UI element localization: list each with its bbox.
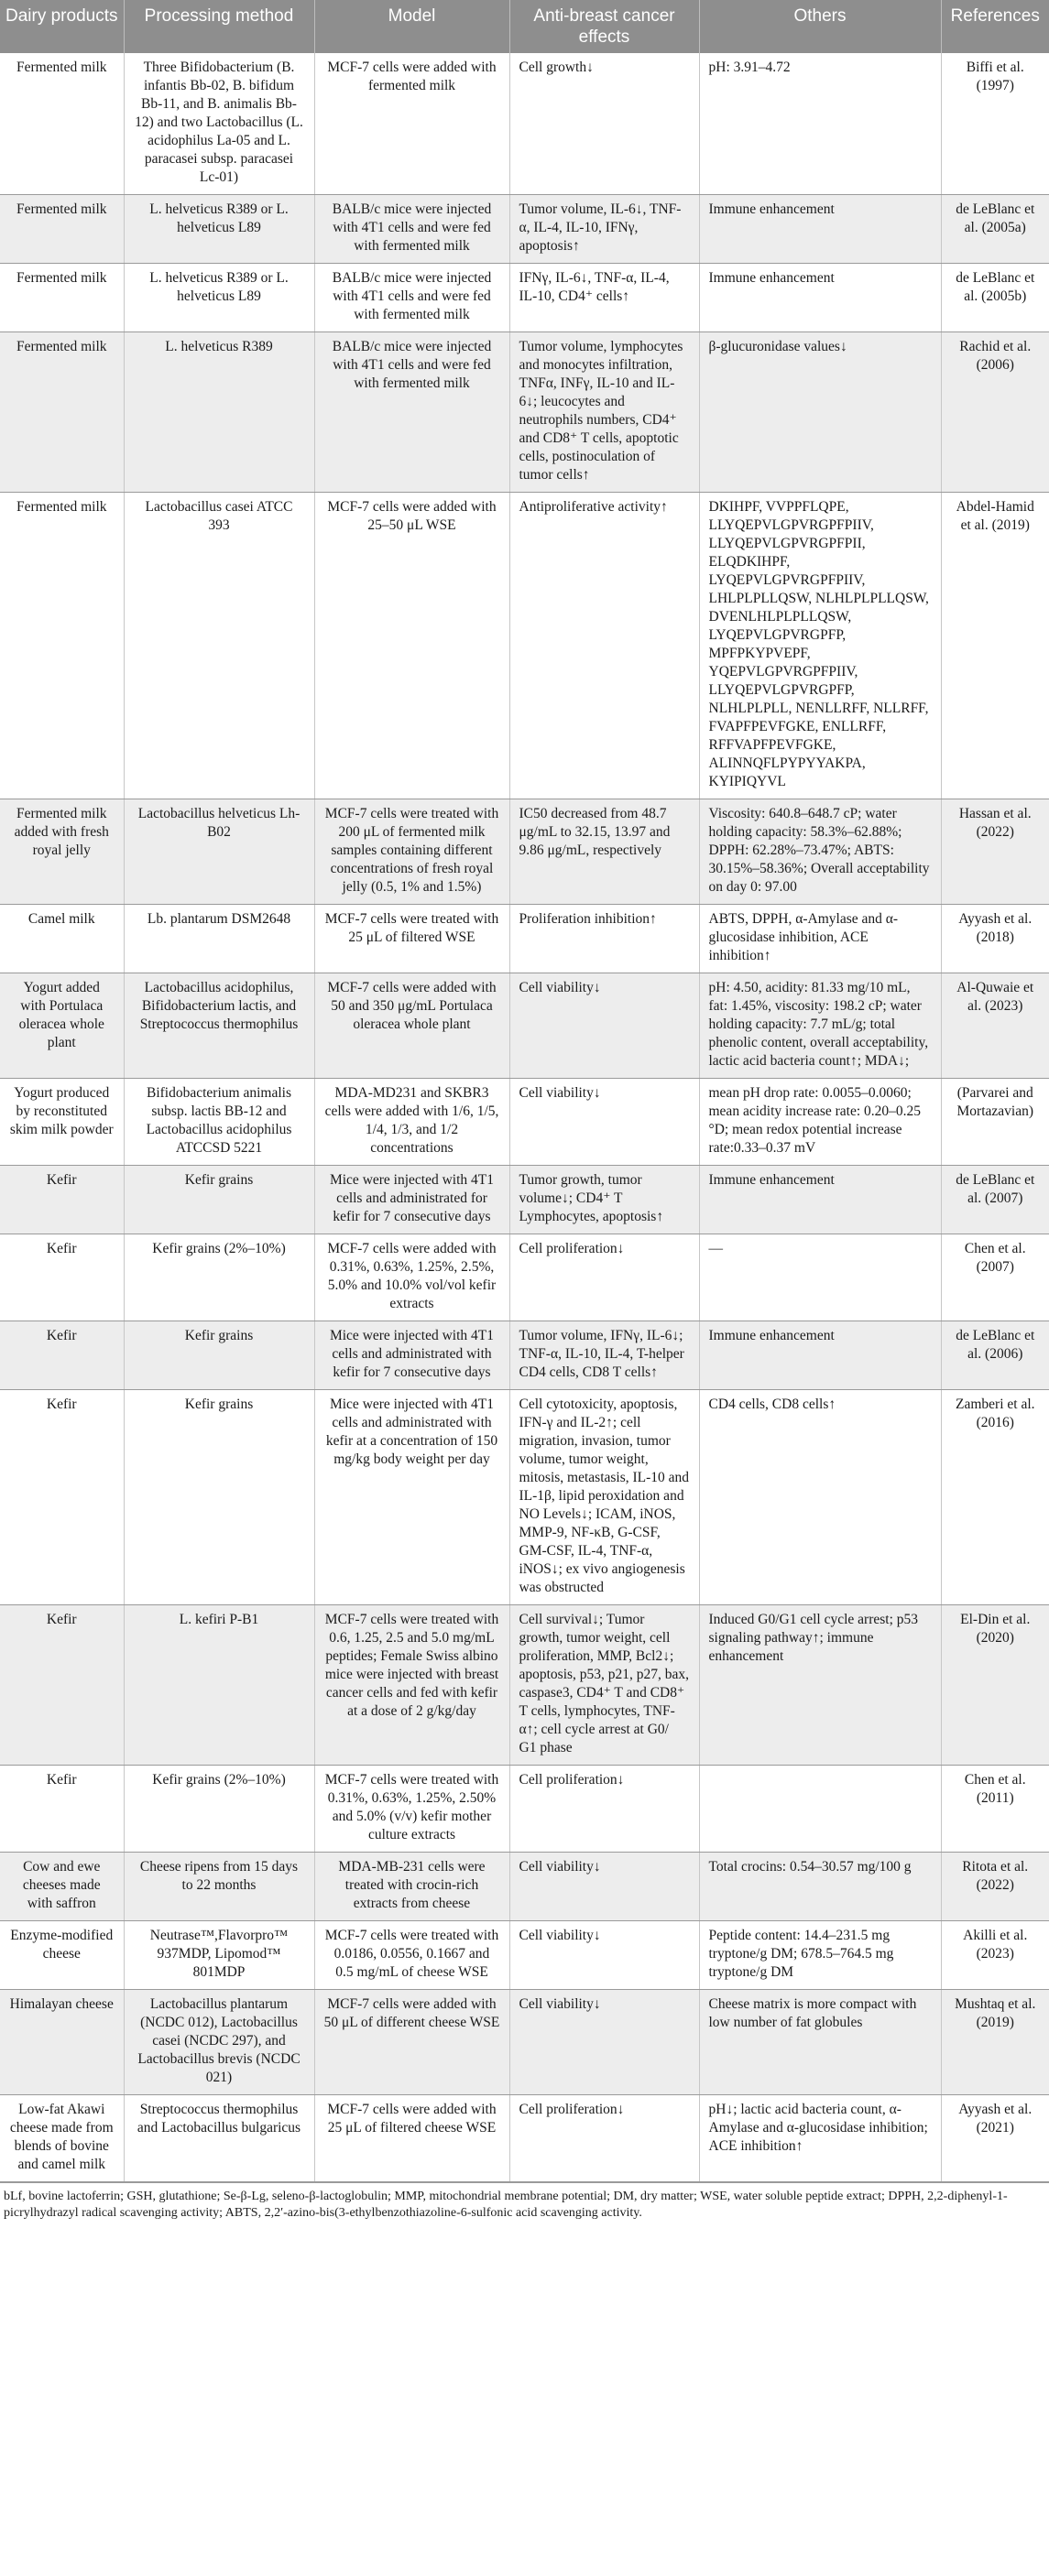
- cell-dairy-product: Cow and ewe cheeses made with saffron: [0, 1853, 124, 1921]
- table-row: [0, 1990, 1049, 2095]
- table-row: [0, 905, 1049, 973]
- header-anti-breast-cancer-effects: Anti-breast cancer effects: [509, 0, 699, 53]
- cell-reference: Biffi et al. (1997): [941, 53, 1049, 195]
- cell-reference: Hassan et al. (2022): [941, 799, 1049, 905]
- cell-processing-method: Kefir grains: [124, 1321, 314, 1390]
- cell-anti-cancer-effects: Proliferation inhibition↑: [509, 905, 699, 973]
- cell-anti-cancer-effects: Cell cytotoxicity, apoptosis, IFN-γ and IL-2↑; cell migration, invasion, tumor volume, tumor weight, mitosis, metastasis, IL-10 and IL-1β, lipid peroxidation and NO Levels↓; ICAM, iNOS, MMP-9, NF-κB, G-CSF, GM-CSF, IL-4, TNF-α, iNOS↓; ex vivo angiogenesis was obstructed: [509, 1390, 699, 1605]
- cell-model: BALB/c mice were injected with 4T1 cells and were fed with fermented milk: [314, 332, 509, 493]
- cell-model: MCF-7 cells were treated with 0.31%, 0.63%, 1.25%, 2.50% and 5.0% (v/v) kefir mother culture extracts: [314, 1766, 509, 1853]
- cell-reference: Chen et al. (2007): [941, 1234, 1049, 1321]
- cell-model: MCF-7 cells were added with 50 μL of different cheese WSE: [314, 1990, 509, 2095]
- cell-reference: Akilli et al. (2023): [941, 1921, 1049, 1990]
- cell-dairy-product: Fermented milk: [0, 493, 124, 799]
- cell-reference: Rachid et al. (2006): [941, 332, 1049, 493]
- cell-others: β-glucuronidase values↓: [699, 332, 941, 493]
- header-others: Others: [699, 0, 941, 53]
- cell-reference: Chen et al. (2011): [941, 1766, 1049, 1853]
- cell-anti-cancer-effects: Cell viability↓: [509, 1853, 699, 1921]
- cell-others: Viscosity: 640.8–648.7 cP; water holding capacity: 58.3%–62.88%; DPPH: 62.28%–73.47%; ABTS: 30.15%–58.36%; Overall acceptability on day 0: 97.00: [699, 799, 941, 905]
- cell-others: CD4 cells, CD8 cells↑: [699, 1390, 941, 1605]
- cell-dairy-product: Fermented milk: [0, 332, 124, 493]
- cell-reference: El-Din et al. (2020): [941, 1605, 1049, 1766]
- cell-model: MCF-7 cells were treated with 0.0186, 0.0556, 0.1667 and 0.5 mg/mL of cheese WSE: [314, 1921, 509, 1990]
- cell-processing-method: Three Bifidobacterium (B. infantis Bb-02, B. bifidum Bb-11, and B. animalis Bb-12) and two Lactobacillus (L. acidophilus La-05 and L. paracasei subsp. paracasei Lc-01): [124, 53, 314, 195]
- cell-dairy-product: Low-fat Akawi cheese made from blends of bovine and camel milk: [0, 2095, 124, 2182]
- table-row: [0, 1234, 1049, 1321]
- cell-dairy-product: Fermented milk: [0, 195, 124, 264]
- cell-anti-cancer-effects: Cell viability↓: [509, 1990, 699, 2095]
- cell-dairy-product: Enzyme-modified cheese: [0, 1921, 124, 1990]
- table-row: [0, 493, 1049, 799]
- header-row: [0, 0, 1049, 53]
- cell-anti-cancer-effects: Cell viability↓: [509, 1921, 699, 1990]
- cell-anti-cancer-effects: Cell survival↓; Tumor growth, tumor weight, cell proliferation, MMP, Bcl2↓; apoptosis, p53, p21, p27, bax, caspase3, CD4⁺ T and CD8⁺ T cells, lymphocytes, TNF-α↑; cell cycle arrest at G0/ G1 phase: [509, 1605, 699, 1766]
- cell-dairy-product: Kefir: [0, 1321, 124, 1390]
- cell-dairy-product: Kefir: [0, 1766, 124, 1853]
- cell-reference: Zamberi et al. (2016): [941, 1390, 1049, 1605]
- cell-others: [699, 1766, 941, 1853]
- cell-dairy-product: Kefir: [0, 1234, 124, 1321]
- cell-model: MCF-7 cells were added with 0.31%, 0.63%, 1.25%, 2.5%, 5.0% and 10.0% vol/vol kefir extracts: [314, 1234, 509, 1321]
- cell-dairy-product: Kefir: [0, 1166, 124, 1234]
- cell-processing-method: Kefir grains (2%–10%): [124, 1766, 314, 1853]
- cell-anti-cancer-effects: Cell viability↓: [509, 973, 699, 1079]
- cell-dairy-product: Fermented milk: [0, 264, 124, 332]
- cell-model: MCF-7 cells were treated with 0.6, 1.25, 2.5 and 5.0 mg/mL peptides; Female Swiss albino mice were injected with breast cancer cells and fed with kefir at a dose of 2 g/kg/day: [314, 1605, 509, 1766]
- cell-anti-cancer-effects: Cell viability↓: [509, 1079, 699, 1166]
- cell-anti-cancer-effects: IC50 decreased from 48.7 μg/mL to 32.15, 13.97 and 9.86 μg/mL, respectively: [509, 799, 699, 905]
- cell-processing-method: Kefir grains: [124, 1166, 314, 1234]
- cell-processing-method: Streptococcus thermophilus and Lactobacillus bulgaricus: [124, 2095, 314, 2182]
- cell-reference: de LeBlanc et al. (2006): [941, 1321, 1049, 1390]
- cell-processing-method: Lactobacillus plantarum (NCDC 012), Lactobacillus casei (NCDC 297), and Lactobacillus brevis (NCDC 021): [124, 1990, 314, 2095]
- cell-others: Immune enhancement: [699, 1166, 941, 1234]
- cell-processing-method: Cheese ripens from 15 days to 22 months: [124, 1853, 314, 1921]
- table-row: [0, 1921, 1049, 1990]
- cell-model: Mice were injected with 4T1 cells and administrated with kefir at a concentration of 150 mg/kg body weight per day: [314, 1390, 509, 1605]
- cell-processing-method: Kefir grains (2%–10%): [124, 1234, 314, 1321]
- cell-processing-method: Lactobacillus casei ATCC 393: [124, 493, 314, 799]
- table-row: [0, 1766, 1049, 1853]
- cell-dairy-product: Camel milk: [0, 905, 124, 973]
- cell-model: MCF-7 cells were added with 25–50 μL WSE: [314, 493, 509, 799]
- cell-anti-cancer-effects: Tumor volume, IL-6↓, TNF-α, IL-4, IL-10, IFNγ, apoptosis↑: [509, 195, 699, 264]
- cell-anti-cancer-effects: IFNγ, IL-6↓, TNF-α, IL-4, IL-10, CD4⁺ cells↑: [509, 264, 699, 332]
- cell-anti-cancer-effects: Cell proliferation↓: [509, 2095, 699, 2182]
- cell-processing-method: L. helveticus R389: [124, 332, 314, 493]
- cell-others: Immune enhancement: [699, 1321, 941, 1390]
- cell-reference: de LeBlanc et al. (2007): [941, 1166, 1049, 1234]
- cell-dairy-product: Yogurt added with Portulaca oleracea whole plant: [0, 973, 124, 1079]
- cell-others: pH: 3.91–4.72: [699, 53, 941, 195]
- cell-model: MCF-7 cells were treated with 25 μL of filtered WSE: [314, 905, 509, 973]
- cell-dairy-product: Kefir: [0, 1605, 124, 1766]
- cell-model: MCF-7 cells were added with 25 μL of filtered cheese WSE: [314, 2095, 509, 2182]
- cell-model: MCF-7 cells were treated with 200 μL of fermented milk samples containing different concentrations of fresh royal jelly (0.5, 1% and 1.5%): [314, 799, 509, 905]
- cell-dairy-product: Fermented milk: [0, 53, 124, 195]
- table-row: [0, 264, 1049, 332]
- table-row: [0, 1079, 1049, 1166]
- table-row: [0, 1605, 1049, 1766]
- cell-dairy-product: Yogurt produced by reconstituted skim milk powder: [0, 1079, 124, 1166]
- cell-model: BALB/c mice were injected with 4T1 cells and were fed with fermented milk: [314, 195, 509, 264]
- cell-reference: Ritota et al. (2022): [941, 1853, 1049, 1921]
- cell-processing-method: Lactobacillus acidophilus, Bifidobacterium lactis, and Streptococcus thermophilus: [124, 973, 314, 1079]
- header-references: References: [941, 0, 1049, 53]
- cell-processing-method: Lactobacillus helveticus Lh-B02: [124, 799, 314, 905]
- cell-reference: Mushtaq et al. (2019): [941, 1990, 1049, 2095]
- table-header: [0, 0, 1049, 53]
- cell-others: ABTS, DPPH, α-Amylase and α-glucosidase inhibition, ACE inhibition↑: [699, 905, 941, 973]
- cell-reference: Ayyash et al. (2018): [941, 905, 1049, 973]
- cell-reference: (Parvarei and Mortazavian): [941, 1079, 1049, 1166]
- cell-dairy-product: Fermented milk added with fresh royal jelly: [0, 799, 124, 905]
- header-dairy-products: Dairy products: [0, 0, 124, 53]
- table-row: [0, 2095, 1049, 2182]
- header-model: Model: [314, 0, 509, 53]
- cell-processing-method: Neutrase™,Flavorpro™ 937MDP, Lipomod™ 801MDP: [124, 1921, 314, 1990]
- cell-processing-method: Bifidobacterium animalis subsp. lactis BB-12 and Lactobacillus acidophilus ATCCSD 5221: [124, 1079, 314, 1166]
- cell-others: Peptide content: 14.4–231.5 mg tryptone/g DM; 678.5–764.5 mg tryptone/g DM: [699, 1921, 941, 1990]
- cell-model: Mice were injected with 4T1 cells and administrated with kefir for 7 consecutive days: [314, 1321, 509, 1390]
- cell-anti-cancer-effects: Antiproliferative activity↑: [509, 493, 699, 799]
- cell-model: BALB/c mice were injected with 4T1 cells and were fed with fermented milk: [314, 264, 509, 332]
- cell-anti-cancer-effects: Cell growth↓: [509, 53, 699, 195]
- cell-others: Cheese matrix is more compact with low number of fat globules: [699, 1990, 941, 2095]
- cell-anti-cancer-effects: Cell proliferation↓: [509, 1234, 699, 1321]
- cell-others: Induced G0/G1 cell cycle arrest; p53 signaling pathway↑; immune enhancement: [699, 1605, 941, 1766]
- cell-others: —: [699, 1234, 941, 1321]
- cell-others: DKIHPF, VVPPFLQPE, LLYQEPVLGPVRGPFPIIV, LLYQEPVLGPVRGPFPII, ELQDKIHPF, LYQEPVLGPVRGPFPIIV, LHLPLPLLQSW, NLHLPLPLLQSW, DVENLHLPLPLLQSW, LYQEPVLGPVRGPFP, MPFPKYPVEPF, YQEPVLGPVRGPFPIIV, LLYQEPVLGPVRGPFP, NLHLPLPLL, NENLLRFF, NLLRFF, FVAPFPEVFGKE, ENLLRFF, RFFVAPFPEVFGKE, ALINNQFLPYPYYAKPA, KYIPIQYVL: [699, 493, 941, 799]
- table-row: [0, 1166, 1049, 1234]
- cell-others: mean pH drop rate: 0.0055–0.0060; mean acidity increase rate: 0.20–0.25 °D; mean redox potential increase rate:0.33–0.37 mV: [699, 1079, 941, 1166]
- table-row: [0, 799, 1049, 905]
- cell-dairy-product: Himalayan cheese: [0, 1990, 124, 2095]
- cell-model: MCF-7 cells were added with fermented milk: [314, 53, 509, 195]
- cell-others: Immune enhancement: [699, 195, 941, 264]
- cell-anti-cancer-effects: Tumor growth, tumor volume↓; CD4⁺ T Lymphocytes, apoptosis↑: [509, 1166, 699, 1234]
- cell-model: Mice were injected with 4T1 cells and administrated for kefir for 7 consecutive days: [314, 1166, 509, 1234]
- table-row: [0, 1321, 1049, 1390]
- cell-processing-method: L. helveticus R389 or L. helveticus L89: [124, 264, 314, 332]
- table-row: [0, 973, 1049, 1079]
- header-processing-method: Processing method: [124, 0, 314, 53]
- table-row: [0, 53, 1049, 195]
- cell-reference: Al-Quwaie et al. (2023): [941, 973, 1049, 1079]
- table-row: [0, 1390, 1049, 1605]
- cell-processing-method: L. kefiri P-B1: [124, 1605, 314, 1766]
- cell-reference: Abdel-Hamid et al. (2019): [941, 493, 1049, 799]
- cell-reference: de LeBlanc et al. (2005a): [941, 195, 1049, 264]
- table-row: [0, 332, 1049, 493]
- table-footnote: bLf, bovine lactoferrin; GSH, glutathione; Se-β-Lg, seleno-β-lactoglobulin; MMP, mitochondrial membrane potential; DM, dry matter; WSE, water soluble peptide extract; DPPH, 2,2-diphenyl-1-picrylhydrazyl radical scavenging activity; ABTS, 2,2′-azino-bis(3-ethylbenzothiazoline-6-sulfonic acid scavenging activity.: [0, 2182, 1049, 2222]
- cell-others: pH: 4.50, acidity: 81.33 mg/10 mL, fat: 1.45%, viscosity: 198.2 cP; water holding capacity: 7.7 mL/g; total phenolic content, overall acceptability, lactic acid bacteria count↑; MDA↓;: [699, 973, 941, 1079]
- table-row: [0, 1853, 1049, 1921]
- cell-model: MDA-MB-231 cells were treated with crocin-rich extracts from cheese: [314, 1853, 509, 1921]
- cell-anti-cancer-effects: Tumor volume, lymphocytes and monocytes infiltration, TNFα, INFγ, IL-10 and IL-6↓; leucocytes and neutrophils numbers, CD4⁺ and CD8⁺ T cells, apoptotic cells, postinoculation of tumor cells↑: [509, 332, 699, 493]
- cell-reference: Ayyash et al. (2021): [941, 2095, 1049, 2182]
- cell-processing-method: Kefir grains: [124, 1390, 314, 1605]
- cell-dairy-product: Kefir: [0, 1390, 124, 1605]
- cell-model: MDA-MD231 and SKBR3 cells were added with 1/6, 1/5, 1/4, 1/3, and 1/2 concentrations: [314, 1079, 509, 1166]
- cell-processing-method: Lb. plantarum DSM2648: [124, 905, 314, 973]
- cell-model: MCF-7 cells were added with 50 and 350 μg/mL Portulaca oleracea whole plant: [314, 973, 509, 1079]
- cell-processing-method: L. helveticus R389 or L. helveticus L89: [124, 195, 314, 264]
- cell-others: Immune enhancement: [699, 264, 941, 332]
- table-body: [0, 53, 1049, 2182]
- table-row: [0, 195, 1049, 264]
- cell-anti-cancer-effects: Cell proliferation↓: [509, 1766, 699, 1853]
- cell-reference: de LeBlanc et al. (2005b): [941, 264, 1049, 332]
- cell-others: pH↓; lactic acid bacteria count, α-Amylase and α-glucosidase inhibition; ACE inhibition↑: [699, 2095, 941, 2182]
- cell-anti-cancer-effects: Tumor volume, IFNγ, IL-6↓; TNF-α, IL-10, IL-4, T-helper CD4 cells, CD8 T cells↑: [509, 1321, 699, 1390]
- cell-others: Total crocins: 0.54–30.57 mg/100 g: [699, 1853, 941, 1921]
